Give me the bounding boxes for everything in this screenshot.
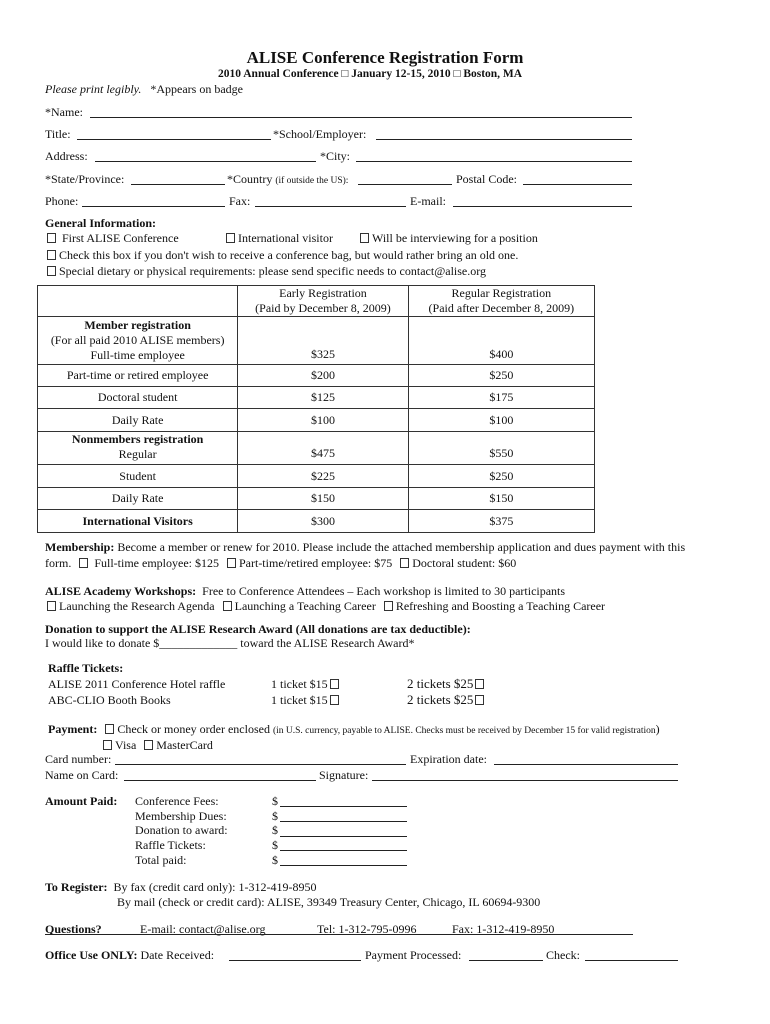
total-paid-field[interactable] [280,865,407,866]
postal-field[interactable] [523,184,632,185]
donation-field[interactable] [280,836,407,837]
workshop-options: Launching the Research Agenda Launching a Teaching Career Refreshing and Boosting a Teaching Career [45,599,605,614]
donation-heading: Donation to support the ALISE Research Award (All donations are tax deductible): [45,622,471,636]
checkbox[interactable] [47,250,56,260]
donation-text[interactable]: I would like to donate $_____________ toward the ALISE Research Award* [45,636,415,650]
title-label: Title: [45,127,71,141]
phone-label: Phone: [45,194,79,208]
questions-tel: Tel: 1-312-795-0996 [317,922,417,936]
email-label: E-mail: [410,194,446,208]
name-label: *Name: [45,105,83,119]
raffle-tickets-field[interactable] [280,850,407,851]
table-row: Doctoral student $125 $175 [38,387,595,409]
raffle-books-two[interactable]: 2 tickets $25 [407,692,487,708]
table-row: Student $225 $250 [38,465,595,488]
office-date-field[interactable] [229,960,361,961]
register-mail: By mail (check or credit card): ALISE, 39349 Treasury Center, Chicago, IL 60694-9300 [117,895,541,909]
general-heading: General Information: [45,216,156,230]
checkbox[interactable] [105,724,114,734]
questions-email[interactable]: E-mail: contact@alise.org [140,922,266,936]
checkbox[interactable] [360,233,369,243]
conference-subtitle: 2010 Annual Conference □ January 12-15, 2010 □ Boston, MA [218,68,523,80]
checkbox[interactable] [79,558,88,568]
membership-options: form. Full-time employee: $125 Part-time/retired employee: $75 Doctoral student: $60 [45,556,517,570]
table-row: International Visitors $300 $375 [38,510,595,533]
conference-fees-field[interactable] [280,806,407,807]
workshops-text: ALISE Academy Workshops: Free to Conference Attendees – Each workshop is limited to 30 participants [45,584,566,598]
questions-fax: Fax: 1-312-419-8950 [452,922,555,936]
address-label: Address: [45,149,88,163]
square-icon: □ [453,68,461,80]
membership-text: Membership: Become a member or renew for 2010. Please include the attached membership application and dues payment with this [45,540,686,554]
square-icon: □ [341,68,349,80]
table-row: Nonmembers registration Regular $475 $550 [38,432,595,465]
payment-check-option: Payment: Check or money order enclosed (in U.S. currency, payable to ALISE. Checks must be received by December 15 for valid registration) [48,722,660,736]
intl-visitor-option[interactable]: International visitor [224,231,333,246]
table-corner [38,286,238,317]
checkbox[interactable] [227,558,236,568]
checkbox[interactable] [144,740,153,750]
checkbox[interactable] [223,601,232,611]
raffle-hotel-two[interactable]: 2 tickets $25 [407,676,487,692]
print-note: Please print legibly. *Appears on badge [45,82,243,96]
school-label: *School/Employer: [273,127,367,141]
dietary-option[interactable]: Special dietary or physical requirements: please send specific needs to contact@alise.org [45,264,486,279]
checkbox[interactable] [400,558,409,568]
state-field[interactable] [131,184,225,185]
name-field[interactable] [90,117,632,118]
bag-option[interactable]: Check this box if you don't wish to receive a conference bag, but would rather bring an old one. [45,248,518,263]
expiration-field[interactable] [494,764,678,765]
office-check-label: Check: [546,948,580,962]
raffle-books-label: ABC-CLIO Booth Books [48,693,171,707]
fax-label: Fax: [229,194,251,208]
checkbox[interactable] [475,695,484,705]
card-number-label: Card number: [45,752,112,766]
questions-underline [45,934,633,935]
checkbox[interactable] [47,266,56,276]
country-label: *Country (if outside the US): [227,172,349,186]
amount-heading: Amount Paid: [45,794,118,808]
card-type-options: Visa MasterCard [101,738,213,753]
interview-option[interactable]: Will be interviewing for a position [358,231,538,246]
raffle-books-one[interactable]: 1 ticket $15 [271,693,342,708]
email-field[interactable] [453,206,632,207]
country-field[interactable] [358,184,452,185]
signature-label: Signature: [319,768,369,782]
table-row: Daily Rate $100 $100 [38,409,595,432]
phone-field[interactable] [82,206,225,207]
title-field[interactable] [77,139,271,140]
registration-fee-table [37,285,595,533]
table-row: Part-time or retired employee $200 $250 [38,365,595,387]
first-conference-option[interactable]: First ALISE Conference [45,231,179,246]
regular-header: Regular Registration (Paid after December 8, 2009) [408,286,594,317]
postal-label: Postal Code: [456,172,518,186]
fax-field[interactable] [255,206,406,207]
signature-field[interactable] [372,780,678,781]
name-on-card-field[interactable] [124,780,316,781]
raffle-hotel-label: ALISE 2011 Conference Hotel raffle [48,677,226,691]
checkbox[interactable] [330,679,339,689]
checkbox[interactable] [384,601,393,611]
raffle-heading: Raffle Tickets: [48,661,124,675]
city-label: *City: [320,149,351,163]
amount-dollars: $ $ $ $ $ [272,794,278,867]
register-fax: To Register: By fax (credit card only): 1-312-419-8950 [45,880,317,894]
office-date-label: Office Use ONLY: Date Received: [45,948,215,962]
expiration-label: Expiration date: [410,752,487,766]
checkbox[interactable] [226,233,235,243]
checkbox[interactable] [47,233,56,243]
card-number-field[interactable] [115,764,406,765]
checkbox[interactable] [475,679,484,689]
school-field[interactable] [376,139,632,140]
membership-dues-field[interactable] [280,821,407,822]
early-header: Early Registration (Paid by December 8, 2009) [238,286,408,317]
checkbox[interactable] [47,601,56,611]
office-check-field[interactable] [585,960,678,961]
city-field[interactable] [356,161,632,162]
address-field[interactable] [95,161,316,162]
checkbox[interactable] [103,740,112,750]
office-processed-field[interactable] [469,960,543,961]
table-row: Member registration (For all paid 2010 ALISE members) Full-time employee $325 $400 [38,317,595,365]
office-processed-label: Payment Processed: [365,948,462,962]
state-label: *State/Province: [45,172,125,186]
name-on-card-label: Name on Card: [45,768,119,782]
checkbox[interactable] [330,695,339,705]
raffle-hotel-one[interactable]: 1 ticket $15 [271,677,342,692]
amount-items: Conference Fees: Membership Dues: Donation to award: Raffle Tickets: Total paid: [135,794,228,867]
table-row: Daily Rate $150 $150 [38,488,595,510]
questions-heading: Questions? [45,922,102,936]
form-title: ALISE Conference Registration Form [246,48,524,67]
